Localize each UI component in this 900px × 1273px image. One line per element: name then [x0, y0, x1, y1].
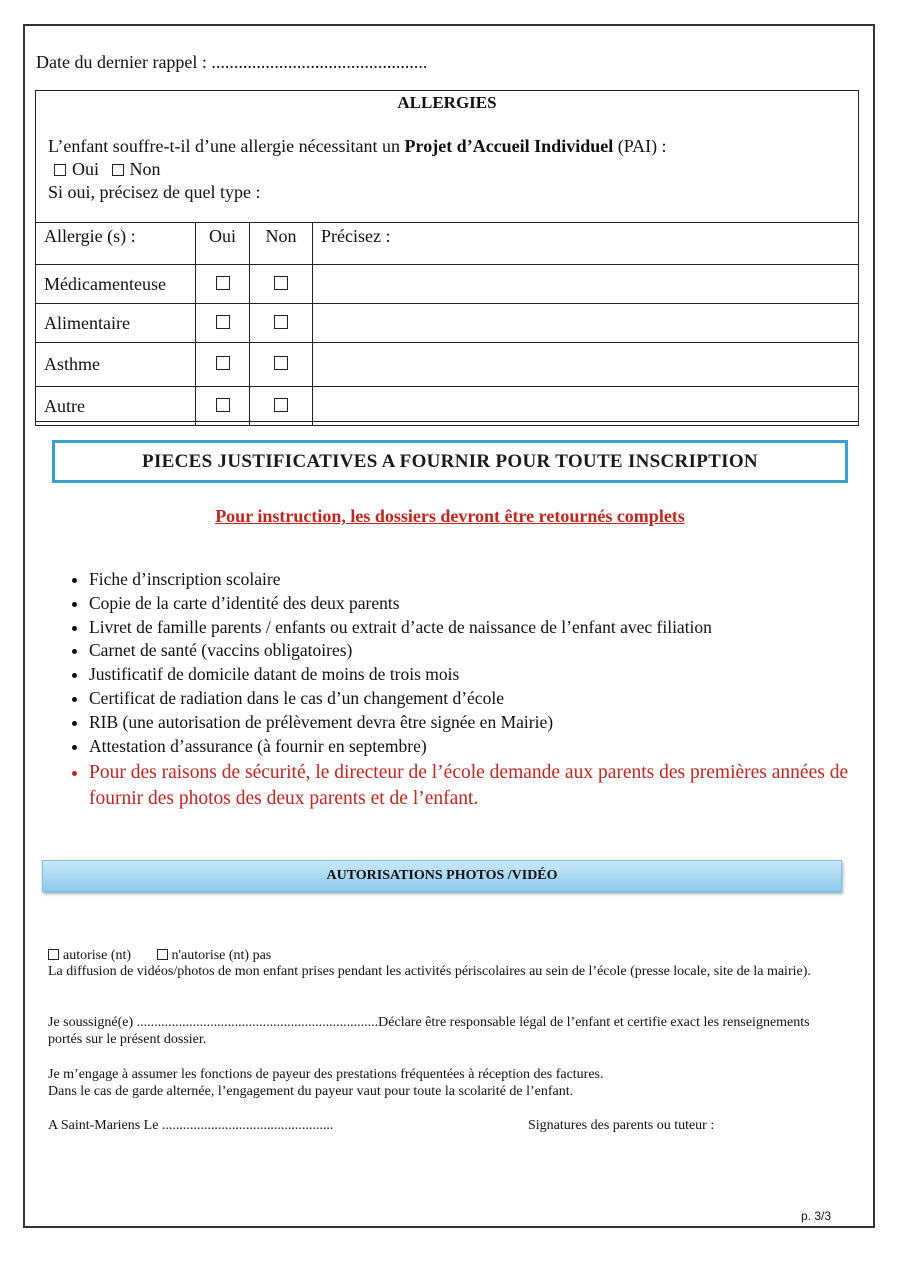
autorise-checkbox[interactable]	[48, 949, 59, 960]
allergies-table	[35, 222, 859, 426]
list-item: • Justificatif de domicile datant de moins de trois mois	[89, 663, 879, 687]
pieces-title: PIECES JUSTIFICATIVES A FOURNIR POUR TOUTE INSCRIPTION	[52, 440, 848, 483]
row-label: Autre	[36, 387, 196, 426]
pai-oui-checkbox[interactable]	[54, 164, 66, 176]
soussigne-prefix: Je soussigné(e)	[48, 1015, 134, 1030]
list-item: • RIB (une autorisation de prélèvement devra être signée en Mairie)	[89, 711, 879, 735]
pai-question-block	[48, 135, 667, 204]
pai-question-prefix: L’enfant souffre-t-il d’une allergie nécessitant un	[48, 136, 401, 156]
non-checkbox[interactable]	[274, 398, 288, 412]
list-item: • Certificat de radiation dans le cas d’un changement d’école	[89, 687, 879, 711]
soussigne-statement	[48, 1014, 838, 1048]
non-checkbox[interactable]	[274, 315, 288, 329]
rappel-label: Date du dernier rappel :	[36, 52, 207, 72]
row-label: Médicamenteuse	[36, 265, 196, 304]
autorisations-title: AUTORISATIONS PHOTOS /VIDÉO	[42, 860, 842, 892]
pai-non-checkbox[interactable]	[112, 164, 124, 176]
row-label: Alimentaire	[36, 304, 196, 343]
precisez-field[interactable]	[313, 304, 859, 343]
precisez-field[interactable]	[313, 265, 859, 304]
oui-cell	[196, 343, 250, 387]
oui-cell	[196, 304, 250, 343]
pai-options	[48, 158, 667, 181]
row-label: Asthme	[36, 343, 196, 387]
soussigne-name-field[interactable]: .....................................................................	[136, 1015, 379, 1030]
oui-checkbox[interactable]	[216, 276, 230, 290]
security-warning: • Pour des raisons de sécurité, le directeur de l’école demande aux parents des premières années de fournir des photos des deux parents et de l’enfant.	[89, 760, 879, 812]
lieu-date-line	[48, 1117, 333, 1134]
date-dernier-rappel	[36, 52, 427, 73]
table-row	[36, 387, 859, 426]
list-item: • Livret de famille parents / enfants ou extrait d’acte de naissance de l’enfant avec filiation	[89, 616, 879, 640]
header-allergie: Allergie (s) :	[36, 223, 196, 265]
header-precisez: Précisez :	[313, 223, 859, 265]
oui-cell	[196, 265, 250, 304]
oui-cell	[196, 387, 250, 426]
oui-checkbox[interactable]	[216, 356, 230, 370]
autorise-option[interactable]	[48, 948, 131, 963]
non-checkbox[interactable]	[274, 276, 288, 290]
rappel-dots[interactable]: ................................................	[211, 52, 428, 72]
instruction-notice: Pour instruction, les dossiers devront être retournés complets	[215, 506, 685, 526]
non-cell	[250, 265, 313, 304]
oui-checkbox[interactable]	[216, 315, 230, 329]
lieu-prefix: A Saint-Mariens Le	[48, 1118, 159, 1133]
precisez-field[interactable]	[313, 387, 859, 426]
page-number: p. 3/3	[801, 1209, 832, 1223]
pai-non-label: Non	[129, 159, 161, 179]
autorise-label: autorise (nt)	[63, 948, 132, 963]
date-field[interactable]: .................................................	[161, 1118, 334, 1133]
table-row	[36, 304, 859, 343]
soussigne-suffix: Déclare être responsable légal de l’enfant et certifie exact les renseignements portés sur le présent dossier.	[48, 1015, 810, 1047]
oui-checkbox[interactable]	[216, 398, 230, 412]
non-checkbox[interactable]	[274, 356, 288, 370]
diffusion-text: La diffusion de vidéos/photos de mon enfant prises pendant les activités périscolaires au sein de l’école (presse locale, site de la mairie).	[48, 964, 811, 979]
list-item: • Attestation d’assurance (à fournir en septembre)	[89, 735, 879, 759]
photo-choice-row	[48, 947, 293, 964]
engagement-line-2: Dans le cas de garde alternée, l’engagement du payeur vaut pour toute la scolarité de l’enfant.	[48, 1084, 574, 1099]
header-oui: Oui	[196, 223, 250, 265]
pai-question	[48, 135, 667, 158]
table-row	[36, 343, 859, 387]
list-item: • Copie de la carte d’identité des deux parents	[89, 592, 879, 616]
non-cell	[250, 304, 313, 343]
nautorise-checkbox[interactable]	[157, 949, 168, 960]
allergies-section	[35, 90, 859, 422]
pai-oui-label: Oui	[72, 159, 99, 179]
nautorise-label: n'autorise (nt) pas	[171, 948, 272, 963]
precise-type-label: Si oui, précisez de quel type :	[48, 182, 261, 202]
nautorise-option[interactable]	[157, 948, 272, 963]
non-cell	[250, 343, 313, 387]
list-item: • Fiche d’inscription scolaire	[89, 568, 879, 592]
precisez-field[interactable]	[313, 343, 859, 387]
signatures-label: Signatures des parents ou tuteur :	[528, 1118, 715, 1133]
allergies-title: ALLERGIES	[397, 93, 497, 112]
engagement-text	[48, 1066, 838, 1100]
pai-question-suffix: (PAI) :	[617, 136, 667, 156]
pai-question-bold: Projet d’Accueil Individuel	[404, 136, 614, 156]
engagement-line-1: Je m’engage à assumer les fonctions de payeur des prestations fréquentées à réception des factures.	[48, 1067, 604, 1082]
list-item: • Carnet de santé (vaccins obligatoires)	[89, 639, 879, 663]
pieces-list	[57, 568, 879, 812]
non-cell	[250, 387, 313, 426]
header-non: Non	[250, 223, 313, 265]
table-row	[36, 265, 859, 304]
table-header-row	[36, 223, 859, 265]
